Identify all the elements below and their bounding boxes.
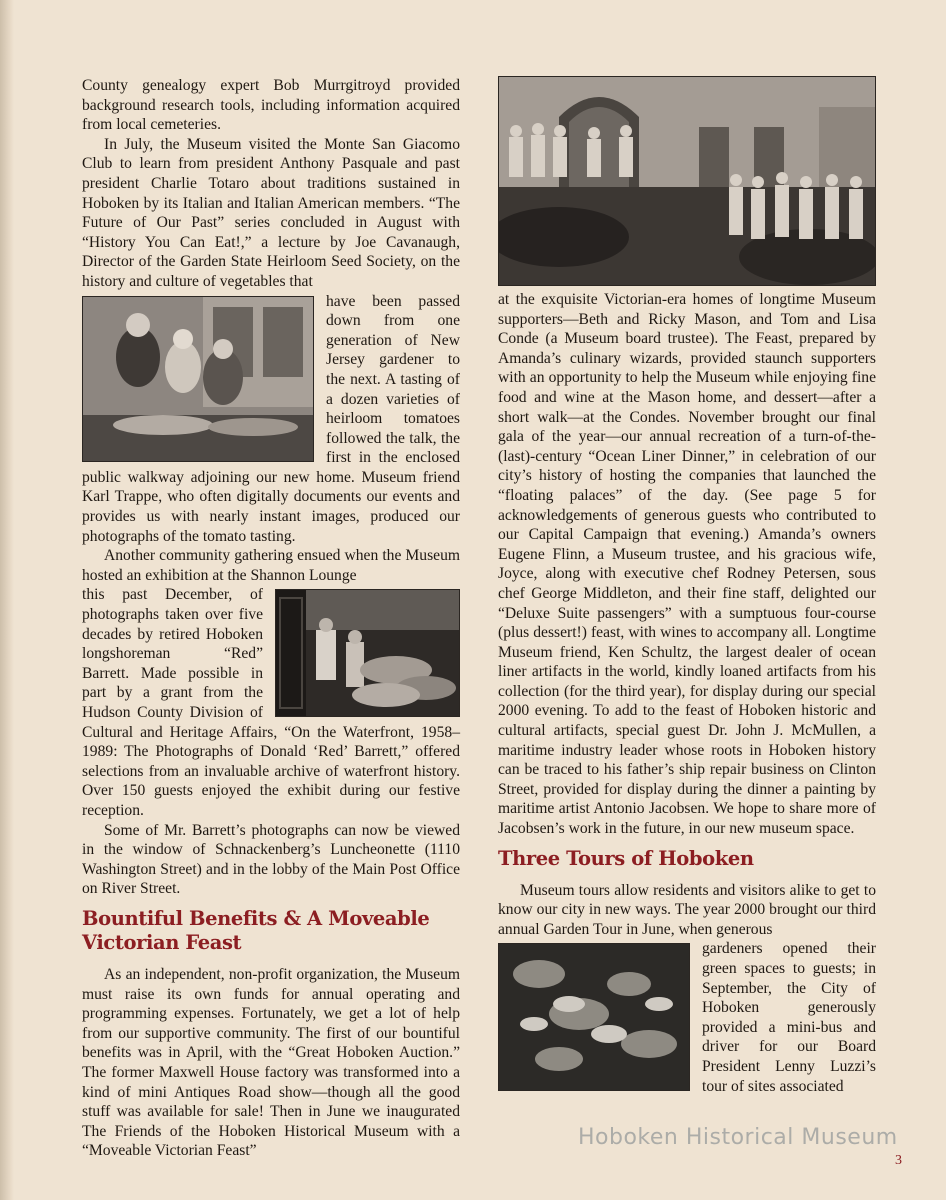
tomato-tasting-photo (82, 296, 314, 462)
paragraph: As an independent, non-profit organization, the Museum must raise its own funds for annual operating and programming expenses. Fortunately, we get a lot of help from our supportive community. The first of our bountiful benefits was in April, with the “Great Hoboken Auction.” The former Maxwell House factory was transformed into a kind of mini Antiques Road show—though all the good stuff was available for sale! Then in June we inaugurated The Friends of the Hoboken Historical Museum with a “Moveable Victorian Feast” (82, 965, 460, 1160)
photo-icon (83, 297, 313, 461)
paragraph: In July, the Museum visited the Monte San Giacomo Club to learn from president Anthony Pasquale and past president Charlie Totaro about traditions sustained in Hoboken by its Italian and Italian American members. “The Future of Our Past” series concluded in August with “History You Can Eat!,” a lecture by Joe Cavanaugh, Director of the Garden State Heirloom Seed Society, on the history and culture of vegetables that (82, 135, 460, 290)
paragraph: County genealogy expert Bob Murrgitroyd provided background research tools, including information acquired from local cemeteries. (82, 77, 460, 134)
victorian-feast-group-photo (498, 76, 876, 286)
paragraph: Museum tours allow residents and visitors alike to get to know our city in new ways. The year 2000 brought our third annual Garden Tour in June, when generous (498, 881, 876, 938)
garden-tour-photo (498, 943, 690, 1091)
watermark: Hoboken Historical Museum (578, 1125, 898, 1150)
right-column (498, 76, 876, 1096)
paragraph: this past December, of photographs taken over five decades by retired Hoboken longshoreman “Red” Barrett. Made possible in part by a grant from the Hudson County Division of Cultural and Heritage Affairs, “On the Waterfront, 1958–1989: The Photographs of Donald ‘Red’ Barrett,” offered selections from an invaluable archive of waterfront history. Over 150 guests enjoyed the exhibit during our festive reception. (82, 586, 460, 819)
paragraph: Some of Mr. Barrett’s photographs can now be viewed in the window of Schnackenberg’s Luncheonette (1110 Washington Street) and in the lobby of the Main Post Office on River Street. (82, 821, 460, 898)
paragraph: gardeners opened their green spaces to guests; in September, the City of Hoboken generously provided a mini-bus and driver for our Board President Lenny Luzzi’s tour of sites associated (702, 940, 876, 1095)
left-column (82, 76, 460, 1161)
section-heading: Bountiful Benefits & A Moveable Victorian Feast (82, 906, 430, 954)
photo-icon (499, 77, 875, 285)
waterfront-photo (275, 589, 460, 717)
section-heading: Three Tours of Hoboken (498, 846, 754, 870)
page-number: 3 (895, 1153, 902, 1168)
photo-icon (276, 590, 459, 716)
photo-icon (499, 944, 689, 1090)
paragraph: at the exquisite Victorian-era homes of longtime Museum supporters—Beth and Ricky Mason, and Tom and Lisa Conde (a Museum board trustee). The Feast, prepared by Amanda’s culinary wizards, provided staunch supporters with an opportunity to help the Museum while enjoying fine food and wine at the Mason home, and dessert—after a short walk—at the Condes. November brought our final gala of the year—our annual recreation of a turn-of-the-(last)-century “Ocean Liner Dinner,” in celebration of our city’s history of hosting the companies that launched the “floating palaces” of the day. (See page 5 for acknowledgements of generous guests who contributed to our Capital Campaign that evening.) Amanda’s owners Eugene Flinn, a Museum trustee, and his gracious wife, Joyce, along with executive chef Rodney Petersen, sous chef George Middleton, and their fine staff, delighted our “Deluxe Suite passengers” with a sumptuous four-course (plus dessert!) feast, with wines to accompany all. Longtime Museum friend, Ken Schultz, the largest dealer of ocean liner artifacts in the world, kindly loaned artifacts from his collection (for the third year), for display during our special 2000 evening. To add to the feast of Hoboken historic and cultural artifacts, special guest Dr. John J. McMullen, a maritime industry leader whose roots in Hoboken history can be traced to his father’s ship repair business on Clinton Street, provided for display during the dinner a painting by maritime artist Antonio Jacobsen. We hope to share more of Jacobsen’s work in the future, in our new museum space. (498, 291, 876, 838)
paragraph: have been passed down from one generation of New Jersey gardener to the next. A tasting of a dozen varieties of heirloom tomatoes followed the talk, the first in the enclosed public walkway adjoining our new home. Museum friend Karl Trappe, who often digitally documents our events and provides us with nearly instant images, produced our photographs of the tomato tasting. (82, 292, 460, 545)
page-binding-edge (0, 0, 14, 1200)
paragraph: Another community gathering ensued when the Museum hosted an exhibition at the Shannon Lounge (82, 547, 460, 584)
